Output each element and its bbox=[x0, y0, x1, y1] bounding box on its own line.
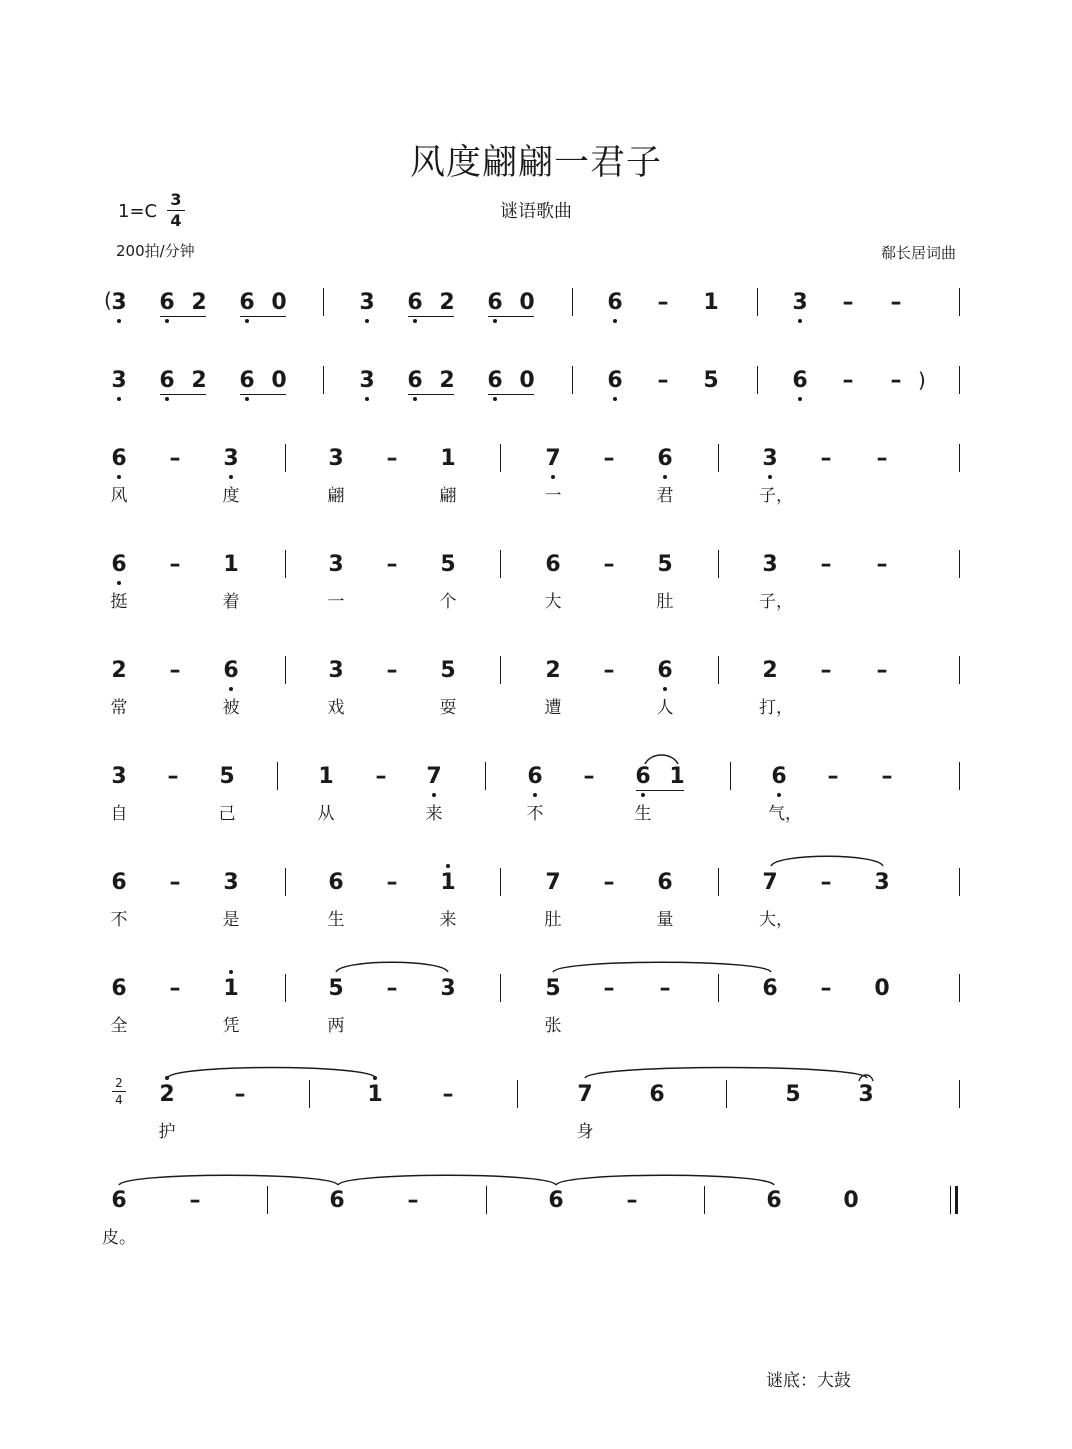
lyric-char: 护 bbox=[158, 1122, 176, 1142]
sustain-dash: – bbox=[189, 1188, 201, 1213]
jianpu-note: 3 bbox=[111, 368, 127, 393]
jianpu-note: 7 bbox=[545, 446, 561, 471]
sustain-dash: – bbox=[386, 658, 398, 683]
jianpu-note: 6 bbox=[329, 1188, 345, 1213]
jianpu-note: 3 bbox=[111, 764, 127, 789]
lyric-char: 风 bbox=[110, 486, 128, 506]
sustain-dash: – bbox=[386, 870, 398, 895]
jianpu-note: 6 bbox=[527, 764, 543, 789]
sustain-dash: – bbox=[386, 446, 398, 471]
sustain-dash: – bbox=[386, 976, 398, 1001]
lyric-char: 戏 bbox=[327, 698, 345, 718]
jianpu-note: 2 bbox=[545, 658, 561, 683]
riddle-answer: 谜底：大鼓 bbox=[766, 1371, 851, 1391]
sustain-dash: – bbox=[386, 552, 398, 577]
jianpu-note: 2 bbox=[762, 658, 778, 683]
lyric-char: 肚 bbox=[544, 910, 562, 930]
sustain-dash: – bbox=[442, 1082, 454, 1107]
sustain-dash: – bbox=[842, 368, 854, 393]
jianpu-note: 1 bbox=[223, 976, 239, 1001]
sustain-dash: – bbox=[876, 658, 888, 683]
jianpu-note: 6 bbox=[607, 290, 623, 315]
jianpu-note: 6 bbox=[239, 290, 255, 315]
sustain-dash: – bbox=[890, 290, 902, 315]
sustain-dash: – bbox=[820, 870, 832, 895]
jianpu-note: 6 bbox=[159, 290, 175, 315]
jianpu-note: 1 bbox=[669, 764, 685, 789]
jianpu-note: 5 bbox=[785, 1082, 801, 1107]
tie bbox=[556, 1175, 774, 1185]
jianpu-note: 6 bbox=[487, 290, 503, 315]
lyric-char: 子， bbox=[759, 592, 793, 612]
sustain-dash: – bbox=[820, 446, 832, 471]
jianpu-note: 6 bbox=[407, 290, 423, 315]
jianpu-note: 7 bbox=[577, 1082, 593, 1107]
jianpu-note: 0 bbox=[271, 368, 287, 393]
lyric-char: 气， bbox=[768, 804, 802, 824]
jianpu-note: 0 bbox=[271, 290, 287, 315]
sustain-dash: – bbox=[407, 1188, 419, 1213]
jianpu-note: 6 bbox=[545, 552, 561, 577]
jianpu-note: 6 bbox=[111, 1188, 127, 1213]
jianpu-note: 3 bbox=[328, 446, 344, 471]
jianpu-note: 2 bbox=[191, 368, 207, 393]
jianpu-note: 6 bbox=[607, 368, 623, 393]
jianpu-note: 2 bbox=[439, 290, 455, 315]
jianpu-note: 1 bbox=[440, 446, 456, 471]
jianpu-note: 3 bbox=[874, 870, 890, 895]
sustain-dash: – bbox=[603, 976, 615, 1001]
sustain-dash: – bbox=[169, 446, 181, 471]
jianpu-note: 6 bbox=[159, 368, 175, 393]
sustain-dash: – bbox=[820, 976, 832, 1001]
lyric-char: 翩 bbox=[327, 486, 345, 506]
open-paren: ( bbox=[104, 288, 112, 312]
jianpu-note: 2 bbox=[191, 290, 207, 315]
jianpu-note: 6 bbox=[657, 658, 673, 683]
jianpu-note: 5 bbox=[545, 976, 561, 1001]
sustain-dash: – bbox=[820, 552, 832, 577]
sustain-dash: – bbox=[876, 446, 888, 471]
sustain-dash: – bbox=[169, 552, 181, 577]
jianpu-note: 2 bbox=[439, 368, 455, 393]
jianpu-note: 1 bbox=[318, 764, 334, 789]
lyric-char: 一 bbox=[544, 486, 562, 506]
lyric-char: 着 bbox=[222, 592, 240, 612]
jianpu-note: 6 bbox=[548, 1188, 564, 1213]
jianpu-note: 1 bbox=[223, 552, 239, 577]
jianpu-note: 3 bbox=[359, 368, 375, 393]
lyric-char: 度 bbox=[222, 486, 240, 506]
close-paren: ) bbox=[918, 368, 926, 392]
time-signature-change-denominator: 4 bbox=[115, 1093, 123, 1107]
song-title: 风度翩翩一君子 bbox=[409, 143, 662, 183]
jianpu-note: 6 bbox=[762, 976, 778, 1001]
sustain-dash: – bbox=[169, 658, 181, 683]
song-subtitle: 谜语歌曲 bbox=[500, 201, 572, 222]
sustain-dash: – bbox=[167, 764, 179, 789]
key-signature: 1=C bbox=[118, 201, 158, 222]
lyric-char: 常 bbox=[110, 698, 128, 718]
jianpu-note: 6 bbox=[407, 368, 423, 393]
lyric-char: 量 bbox=[656, 910, 674, 930]
lyric-char: 挺 bbox=[110, 592, 128, 612]
lyric-char: 君 bbox=[656, 486, 674, 506]
lyric-char: 皮。 bbox=[102, 1228, 136, 1248]
jianpu-note: 6 bbox=[657, 870, 673, 895]
jianpu-note: 0 bbox=[843, 1188, 859, 1213]
jianpu-note: 3 bbox=[858, 1082, 874, 1107]
jianpu-note: 3 bbox=[111, 290, 127, 315]
sustain-dash: – bbox=[169, 870, 181, 895]
jianpu-note: 5 bbox=[657, 552, 673, 577]
jianpu-note: 7 bbox=[545, 870, 561, 895]
lyric-char: 人 bbox=[656, 698, 674, 718]
sustain-dash: – bbox=[657, 290, 669, 315]
jianpu-note: 3 bbox=[440, 976, 456, 1001]
jianpu-note: 6 bbox=[239, 368, 255, 393]
jianpu-note: 3 bbox=[762, 552, 778, 577]
jianpu-note: 3 bbox=[792, 290, 808, 315]
lyric-char: 不 bbox=[526, 804, 544, 824]
lyric-char: 耍 bbox=[439, 698, 457, 718]
jianpu-note: 6 bbox=[771, 764, 787, 789]
sustain-dash: – bbox=[657, 368, 669, 393]
jianpu-note: 6 bbox=[111, 446, 127, 471]
sustain-dash: – bbox=[603, 552, 615, 577]
sustain-dash: – bbox=[169, 976, 181, 1001]
jianpu-note: 5 bbox=[703, 368, 719, 393]
jianpu-note: 1 bbox=[703, 290, 719, 315]
lyric-char: 两 bbox=[327, 1016, 345, 1036]
jianpu-note: 6 bbox=[111, 870, 127, 895]
sustain-dash: – bbox=[375, 764, 387, 789]
jianpu-note: 6 bbox=[223, 658, 239, 683]
lyric-char: 来 bbox=[439, 910, 457, 930]
time-signature-denominator: 4 bbox=[170, 211, 182, 230]
jianpu-note: 5 bbox=[440, 658, 456, 683]
lyric-char: 大 bbox=[544, 592, 562, 612]
jianpu-note: 3 bbox=[223, 446, 239, 471]
lyric-char: 己 bbox=[218, 804, 236, 824]
jianpu-note: 6 bbox=[792, 368, 808, 393]
tie bbox=[338, 1175, 556, 1185]
jianpu-note: 5 bbox=[219, 764, 235, 789]
jianpu-note: 7 bbox=[762, 870, 778, 895]
jianpu-note: 5 bbox=[328, 976, 344, 1001]
slur bbox=[336, 962, 448, 972]
sustain-dash: – bbox=[842, 290, 854, 315]
composer-credit: 郗长居词曲 bbox=[880, 244, 956, 262]
lyric-char: 子， bbox=[759, 486, 793, 506]
jianpu-note: 3 bbox=[223, 870, 239, 895]
lyric-char: 不 bbox=[110, 910, 128, 930]
time-signature-numerator: 3 bbox=[170, 190, 182, 209]
slur bbox=[645, 755, 678, 764]
tempo-marking: 200拍/分钟 bbox=[116, 242, 195, 260]
lyric-char: 生 bbox=[634, 804, 652, 824]
sustain-dash: – bbox=[876, 552, 888, 577]
sustain-dash: – bbox=[659, 976, 671, 1001]
jianpu-note: 1 bbox=[440, 870, 456, 895]
jianpu-note: 7 bbox=[426, 764, 442, 789]
jianpu-note: 6 bbox=[649, 1082, 665, 1107]
lyric-char: 来 bbox=[425, 804, 443, 824]
slur bbox=[771, 856, 883, 866]
sustain-dash: – bbox=[234, 1082, 246, 1107]
lyric-char: 全 bbox=[110, 1016, 128, 1036]
sustain-dash: – bbox=[583, 764, 595, 789]
lyric-char: 生 bbox=[327, 910, 345, 930]
slur bbox=[585, 1068, 867, 1079]
jianpu-note: 3 bbox=[328, 658, 344, 683]
jianpu-note: 0 bbox=[519, 290, 535, 315]
lyric-char: 遭 bbox=[544, 698, 562, 718]
jianpu-note: 6 bbox=[766, 1188, 782, 1213]
lyric-char: 张 bbox=[544, 1016, 562, 1036]
sustain-dash: – bbox=[890, 368, 902, 393]
sustain-dash: – bbox=[827, 764, 839, 789]
jianpu-note: 3 bbox=[359, 290, 375, 315]
lyric-char: 自 bbox=[110, 804, 128, 824]
lyric-char: 被 bbox=[222, 698, 240, 718]
lyric-char: 身 bbox=[576, 1122, 594, 1142]
jianpu-note: 6 bbox=[657, 446, 673, 471]
jianpu-note: 0 bbox=[519, 368, 535, 393]
lyric-char: 是 bbox=[222, 910, 240, 930]
sustain-dash: – bbox=[881, 764, 893, 789]
jianpu-note: 6 bbox=[635, 764, 651, 789]
lyric-char: 翩 bbox=[439, 486, 457, 506]
sustain-dash: – bbox=[603, 658, 615, 683]
jianpu-note: 6 bbox=[328, 870, 344, 895]
time-signature-change-numerator: 2 bbox=[115, 1076, 123, 1090]
jianpu-note: 0 bbox=[874, 976, 890, 1001]
lyric-char: 打， bbox=[759, 698, 793, 718]
lyric-char: 凭 bbox=[222, 1016, 240, 1036]
lyric-char: 从 bbox=[317, 804, 335, 824]
tie bbox=[119, 1175, 338, 1185]
slur bbox=[553, 962, 771, 972]
lyric-char: 个 bbox=[439, 592, 457, 612]
fermata bbox=[859, 1075, 873, 1081]
jianpu-note: 2 bbox=[159, 1082, 175, 1107]
jianpu-note: 6 bbox=[487, 368, 503, 393]
sustain-dash: – bbox=[603, 446, 615, 471]
sustain-dash: – bbox=[603, 870, 615, 895]
jianpu-note: 6 bbox=[111, 976, 127, 1001]
jianpu-note: 3 bbox=[328, 552, 344, 577]
lyric-char: 大， bbox=[759, 910, 793, 930]
jianpu-note: 6 bbox=[111, 552, 127, 577]
jianpu-note: 1 bbox=[367, 1082, 383, 1107]
lyric-char: 一 bbox=[327, 592, 345, 612]
jianpu-note: 2 bbox=[111, 658, 127, 683]
sustain-dash: – bbox=[820, 658, 832, 683]
jianpu-note: 5 bbox=[440, 552, 456, 577]
slur bbox=[167, 1068, 376, 1079]
sustain-dash: – bbox=[626, 1188, 638, 1213]
jianpu-note: 3 bbox=[762, 446, 778, 471]
lyric-char: 肚 bbox=[656, 592, 674, 612]
